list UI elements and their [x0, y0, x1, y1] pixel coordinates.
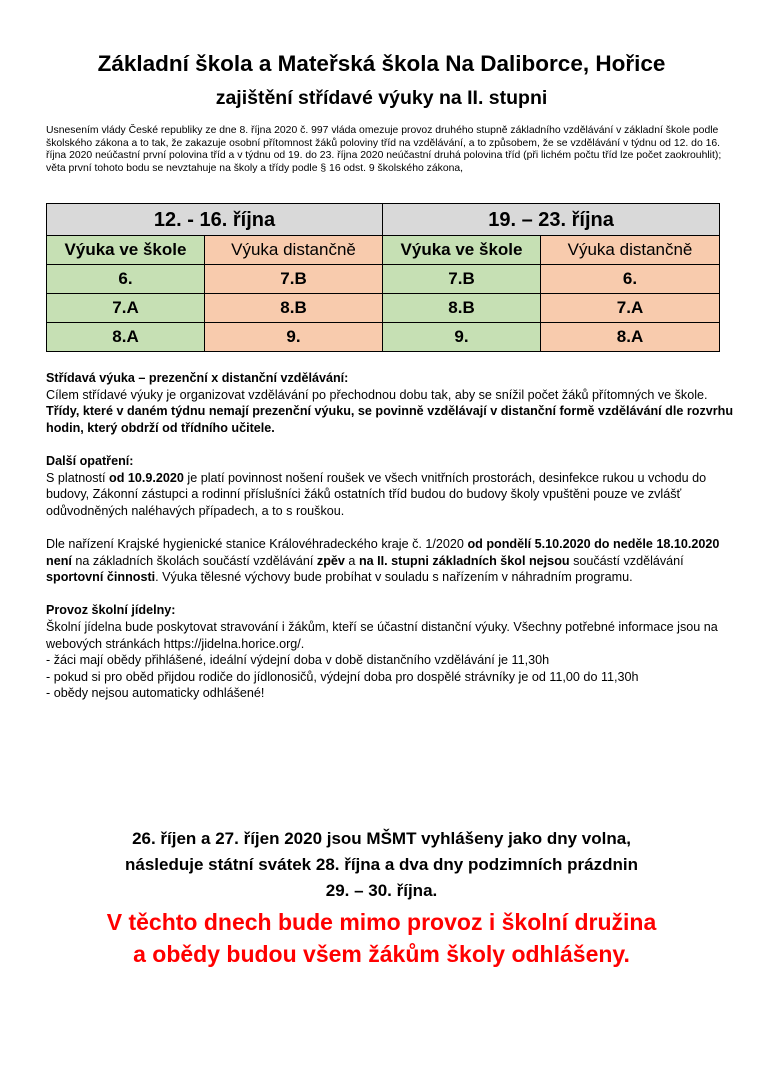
- table-cell: 9.: [383, 323, 541, 352]
- table-row: [47, 265, 720, 294]
- table-cell: 7.A: [47, 294, 205, 323]
- holiday-line-3: 29. – 30. října.: [325, 881, 438, 900]
- header-school-week1: Výuka ve škole: [47, 236, 205, 265]
- table-cell: 7.B: [383, 265, 541, 294]
- holiday-line-2: následuje státní svátek 28. října a dva dny podzimních prázdnin: [125, 855, 638, 874]
- section-heading-alternating: Střídavá výuka – prezenční x distanční vzdělávání:: [46, 371, 349, 385]
- red-notice: [0, 906, 763, 970]
- week-1-header: 12. - 16. října: [47, 204, 383, 236]
- table-cell: 7.A: [541, 294, 720, 323]
- table-cell: 8.A: [541, 323, 720, 352]
- section-heading-canteen: Provoz školní jídelny:: [46, 603, 176, 618]
- table-cell: 7.B: [205, 265, 383, 294]
- table-cell: 6.: [541, 265, 720, 294]
- holiday-line-1: 26. říjen a 27. říjen 2020 jsou MŠMT vyhlášeny jako dny volna,: [132, 829, 631, 848]
- red-notice-line-2: a obědy budou všem žákům školy odhlášeny.: [133, 941, 630, 967]
- table-row: [47, 323, 720, 352]
- holiday-notice: [0, 826, 763, 904]
- week-2-header: 19. – 23. října: [383, 204, 720, 236]
- list-item: - obědy nejsou automaticky odhlášené!: [46, 686, 265, 701]
- document-title: Základní škola a Mateřská škola Na Daliborce, Hořice: [97, 51, 666, 76]
- list-item: - pokud si pro oběd přijdou rodiče do jídlonosičů, výdejní doba pro dospělé strávníky je od 11,00 do 11,30h: [46, 669, 639, 684]
- header-distance-week2: Výuka distančně: [541, 236, 720, 265]
- alternating-text: Cílem střídavé výuky je organizovat vzdělávání po přechodnou dobu tak, aby se snížil počet žáků přítomných ve škole.: [46, 387, 708, 402]
- intro-paragraph: Usnesením vlády České republiky ze dne 8. října 2020 č. 997 vláda omezuje provoz druhého stupně základního vzdělávání v základní škole podle školského zákona a to tak, že zakazuje osobní přítomnost žáků poloviny tříd na vzdělávání, a to způsobem, že se vzdělávání v týdnu od 12. do 16. října 2020 neúčastní první polovina tříd a v týdnu od 19. do 23. října 2020 neúčastní druhá polovina tříd (při lichém počtu tříd lze počet zaokrouhlit); věta první tohoto bodu se nevztahuje na školy a třídy podle § 16 odst. 9 školského zákona,: [46, 125, 722, 174]
- measures-paragraph-1: S platností od 10.9.2020 je platí povinnost nošení roušek ve všech vnitřních prostorách, desinfekce rukou u vchodu do budovy, Zákonní zástupci a rodinní příslušníci žáků ostatních tříd budou do budovy školy vpuštěni pouze ve zvlášť odůvodněných naléhavých případech, a to s rouškou.: [46, 470, 707, 518]
- header-school-week2: Výuka ve škole: [383, 236, 541, 265]
- table-cell: 8.B: [205, 294, 383, 323]
- mode-header-row: [47, 236, 720, 265]
- table-row: [47, 294, 720, 323]
- week-row: [47, 204, 720, 236]
- table-cell: 8.A: [47, 323, 205, 352]
- document-subtitle: zajištění střídavé výuky na II. stupni: [215, 87, 548, 109]
- section-heading-measures: Další opatření:: [46, 453, 134, 468]
- canteen-text: Školní jídelna bude poskytovat stravování i žákům, kteří se účastní distanční výuky. Všechny potřebné informace jsou na webových stránkách https://jidelna.horice.org/.: [46, 619, 718, 651]
- schedule-table: [46, 203, 720, 352]
- measures-paragraph-2: Dle nařízení Krajské hygienické stanice Královéhradeckého kraje č. 1/2020 od pondělí 5.10.2020 do neděle 18.10.2020 není na základních školách součástí vzdělávání zpěv a na II. stupni základních škol nejsou součástí vzdělávání sportovní činnosti. Výuka tělesné výchovy bude probíhat v souladu s nařízením v náhradním programu.: [46, 536, 720, 585]
- header-distance-week1: Výuka distančně: [205, 236, 383, 265]
- red-notice-line-1: V těchto dnech bude mimo provoz i školní družina: [106, 909, 657, 935]
- alternating-bold-text: Třídy, které v daném týdnu nemají prezenční výuku, se povinně vzdělávají v distanční formě vzdělávání dle rozvrhu hodin, který obdrží od třídního učitele.: [46, 404, 734, 435]
- list-item: - žáci mají obědy přihlášené, ideální výdejní doba v době distančního vzdělávání je 11,30h: [46, 653, 550, 668]
- document-body: [46, 370, 736, 702]
- table-cell: 6.: [47, 265, 205, 294]
- table-cell: 8.B: [383, 294, 541, 323]
- table-cell: 9.: [205, 323, 383, 352]
